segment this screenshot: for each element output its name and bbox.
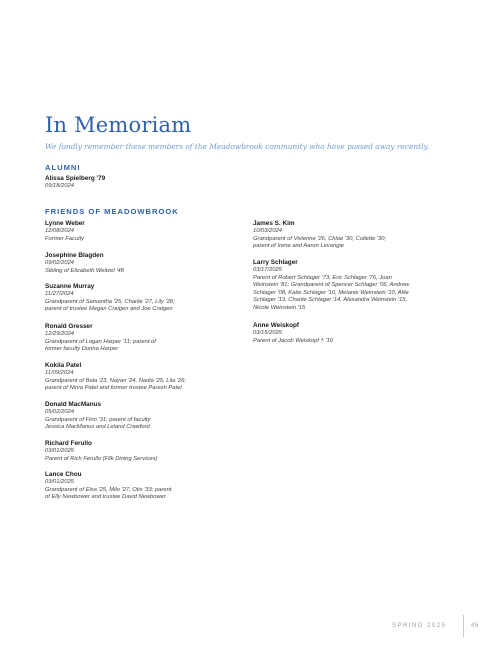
entry-date: 10/03/2024	[253, 228, 283, 234]
entry-relation: parent of Nirva Patel and former trustee Paresh Patel	[45, 385, 182, 392]
entry-relation: of Elly Newbower and trustee David Newbower	[45, 494, 166, 501]
memorial-entry	[45, 362, 245, 393]
entry-relation: Sibling of Elizabeth Weitzel '48	[45, 267, 124, 274]
entry-relation: Parent of Jacob Weiskopf † '10	[253, 337, 333, 344]
memorial-entry	[45, 323, 245, 354]
entry-name: Larry Schlager	[253, 259, 298, 266]
entry-date: 03/01/2025	[45, 448, 75, 454]
memorial-entry	[45, 252, 245, 275]
entry-relation: Parent of Robert Schlager '73, Eric Schlager '76, Joan	[253, 274, 392, 281]
memorial-entry	[45, 283, 245, 314]
entry-date: 03/15/2025	[253, 330, 283, 336]
entry-name: Alissa Spielberg '79	[45, 175, 106, 182]
entry-relation: Parent of Rich Ferullo (Flik Dining Services)	[45, 455, 158, 462]
entry-relation: Grandparent of Samantha '25, Charlie '27, Lily '28;	[45, 298, 175, 305]
entry-relation: parent of Irene and Aaron Levangie	[253, 243, 344, 250]
entry-name: Donald MacManus	[45, 401, 102, 408]
entry-name: Lynne Weber	[45, 220, 85, 227]
entry-name: Josephine Blagden	[45, 252, 104, 259]
memorial-entry	[45, 401, 245, 432]
entry-relation: Former Faculty	[45, 235, 84, 242]
entry-date: 11/27/2024	[45, 291, 74, 297]
friends-heading: FRIENDS OF MEADOWBROOK	[45, 207, 179, 216]
entry-name: Anne Weiskopf	[253, 322, 300, 329]
entry-relation: Schlager '08, Katie Schlager '10, Melanie Weinstein '10, Allie	[253, 289, 409, 296]
memorial-entry	[45, 440, 245, 463]
entry-relation: Schlager '13, Charlie Schlager '14, Alexandra Weinstein '15,	[253, 297, 408, 304]
entry-relation: Grandparent of Elsa '25, Milo '27, Otis '33; parent	[45, 486, 172, 493]
entry-date: 12/29/2024	[45, 331, 75, 337]
entry-name: Suzanne Murray	[45, 283, 95, 290]
alumni-entry	[45, 175, 245, 191]
memorial-entry	[45, 220, 245, 243]
entry-relation: Grandparent of Bala '23, Nayan '24, Nadia '25, Lila '26;	[45, 377, 187, 384]
entry-date: 05/02/2024	[45, 409, 75, 415]
entry-date: 09/02/2024	[45, 260, 75, 266]
page-number: 45	[471, 623, 479, 629]
page-subtitle: We fondly remember these members of the Meadowbrook community who have passed away recently.	[45, 142, 430, 151]
entry-name: Lance Chou	[45, 471, 82, 478]
entry-name: Kokila Patel	[45, 362, 82, 369]
entry-date: 12/08/2024	[45, 228, 75, 234]
entry-date: 03/17/2025	[253, 267, 283, 273]
footer-divider	[463, 615, 464, 637]
entry-name: Richard Ferullo	[45, 440, 92, 447]
memorial-entry	[45, 471, 245, 502]
entry-relation: Grandparent of Finn '31; parent of faculty	[45, 416, 151, 423]
entry-relation: Weinstein '81; Grandparent of Spencer Schlager '06, Andrew	[253, 282, 410, 289]
entry-name: James S. Kim	[253, 220, 295, 227]
entry-name: Ronald Gresser	[45, 323, 93, 330]
entry-date: 11/09/2024	[45, 370, 74, 376]
entry-relation: parent of trustee Megan Craigen and Joe Craigen	[45, 306, 173, 313]
entry-relation: Nicole Weinstein '15	[253, 304, 306, 311]
entry-date: 09/18/2024	[45, 183, 75, 189]
memorial-entry	[253, 220, 463, 251]
issue-label: SPRING 2025	[392, 623, 447, 629]
page-title: In Memoriam	[45, 113, 192, 137]
entry-relation: Grandparent of Vivienne '26, Chloe '30, Collette '30;	[253, 235, 387, 242]
entry-relation: former faculty Donna Harper	[45, 346, 119, 353]
entry-relation: Jessica MacManus and Leland Crawford	[45, 424, 150, 431]
entry-relation: Grandparent of Logan Harper '11; parent of	[45, 338, 156, 345]
alumni-heading: ALUMNI	[45, 163, 81, 172]
memorial-entry	[253, 322, 463, 345]
entry-date: 03/01/2025	[45, 479, 75, 485]
memorial-entry	[253, 259, 463, 313]
